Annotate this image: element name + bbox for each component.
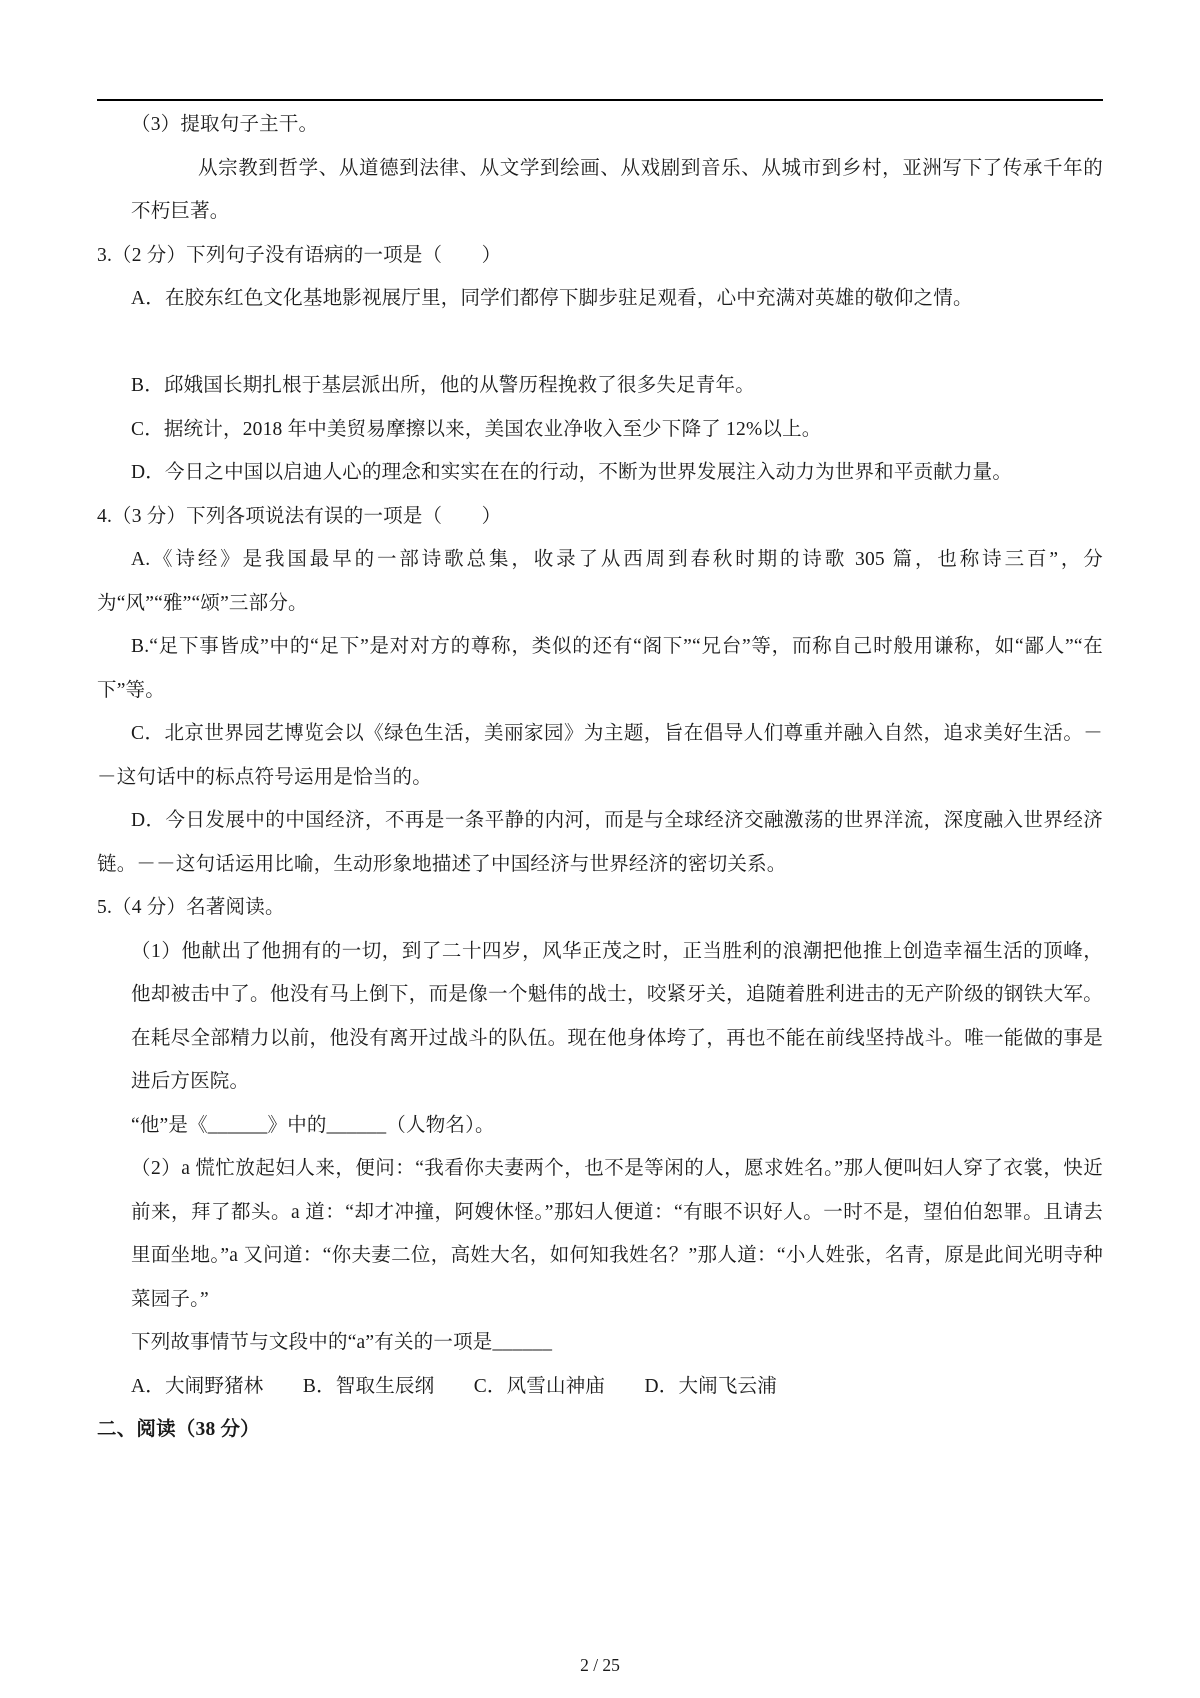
question2-sub3-label: （3）提取句子主干。 xyxy=(131,114,319,135)
question4-stem: 4.（3 分）下列各项说法有误的一项是（ ） xyxy=(97,505,502,527)
header-divider-rule xyxy=(97,99,1103,101)
section2-heading: 二、阅读（38 分） xyxy=(97,1419,260,1440)
question2-sub3-sentence: 从宗教到哲学、从道德到法律、从文学到绘画、从戏剧到音乐、从城市到乡村，亚洲写下了传承千年的不朽巨著。 xyxy=(131,157,1103,222)
question5-part1-passage: （1）他献出了他拥有的一切，到了二十四岁，风华正茂之时，正当胜利的浪潮把他推上创造幸福生活的顶峰，他却被击中了。他没有马上倒下，而是像一个魁伟的战士，咬紧牙关，追随着胜利进击的无产阶级的钢铁大军。在耗尽全部精力以前，他没有离开过战斗的队伍。现在他身体垮了，再也不能在前线坚持战斗。唯一能做的事是进后方医院。 xyxy=(131,940,1103,1092)
question5-part2-question: 下列故事情节与文段中的“a”有关的一项是______ xyxy=(131,1332,553,1353)
question4-option-a: A.《诗经》是我国最早的一部诗歌总集，收录了从西周到春秋时期的诗歌 305 篇，也称诗三百”，分为“风”“雅”“颂”三部分。 xyxy=(97,549,1103,614)
question3-stem: 3.（2 分）下列句子没有语病的一项是（ ） xyxy=(97,244,502,266)
exam-content xyxy=(97,103,1103,1452)
question3-option-d: D．今日之中国以启迪人心的理念和实实在在的行动，不断为世界发展注入动力为世界和平贡献力量。 xyxy=(131,462,1013,483)
question5-part2-options: A．大闹野猪林 B．智取生辰纲 C．风雪山神庙 D．大闹飞云浦 xyxy=(131,1375,777,1397)
question4-option-d: D．今日发展中的中国经济，不再是一条平静的内河，而是与全球经济交融激荡的世界洋流，深度融入世界经济链。－－这句话运用比喻，生动形象地描述了中国经济与世界经济的密切关系。 xyxy=(97,810,1103,875)
question3-option-b: B．邱娥国长期扎根于基层派出所，他的从警历程挽救了很多失足青年。 xyxy=(131,375,755,396)
page-number: 2 / 25 xyxy=(580,1655,620,1675)
question5-part2-passage: （2）a 慌忙放起妇人来，便问：“我看你夫妻两个，也不是等闲的人，愿求姓名。”那人便叫妇人穿了衣裳，快近前来，拜了都头。a 道：“却才冲撞，阿嫂休怪。”那妇人便道：“有眼不识好人。一时不是，望伯伯恕罪。且请去里面坐地。”a 又问道：“你夫妻二位，高姓大名，如何知我姓名？”那人道：“小人姓张，名青，原是此间光明寺种菜园子。” xyxy=(131,1158,1103,1310)
question5-part1-blank-line: “他”是《______》中的______（人物名）。 xyxy=(131,1114,495,1136)
question3-option-a: A．在胶东红色文化基地影视展厅里，同学们都停下脚步驻足观看，心中充满对英雄的敬仰之情。 xyxy=(131,288,973,309)
question3-option-c: C．据统计，2018 年中美贸易摩擦以来，美国农业净收入至少下降了 12%以上。 xyxy=(131,418,822,440)
question5-stem: 5.（4 分）名著阅读。 xyxy=(97,897,285,918)
question4-option-b: B.“足下事皆成”中的“足下”是对对方的尊称，类似的还有“阁下”“兄台”等，而称自己时般用谦称，如“鄙人”“在下”等。 xyxy=(97,636,1103,701)
question4-option-c: C．北京世界园艺博览会以《绿色生活，美丽家园》为主题，旨在倡导人们尊重并融入自然，追求美好生活。－－这句话中的标点符号运用是恰当的。 xyxy=(97,723,1103,788)
